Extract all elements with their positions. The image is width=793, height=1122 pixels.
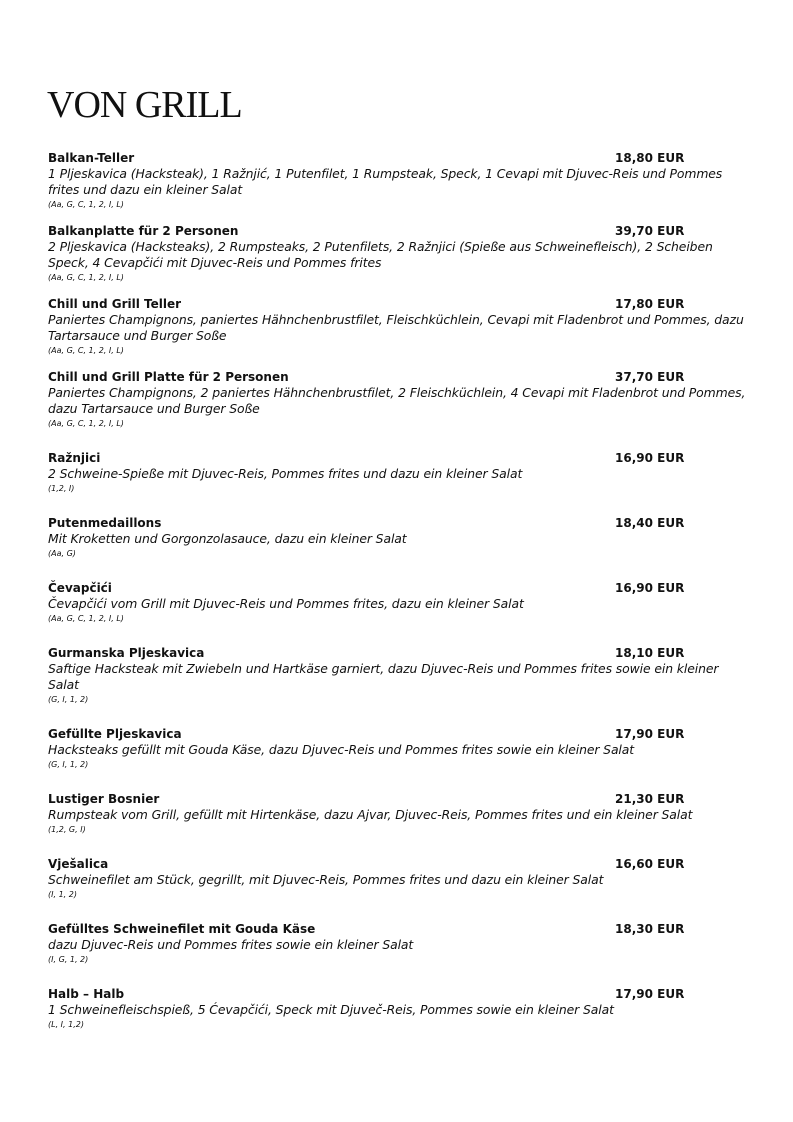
item-allergens: (Aa, G) [48,549,76,558]
item-description: 1 Pljeskavica (Hacksteak), 1 Ražnjić, 1 Putenfilet, 1 Rumpsteak, Speck, 1 Cevapi mit Djuvec-Reis und Pommes frites und dazu ein kleiner Salat [48,166,723,197]
item-name: Lustiger Bosnier [48,792,160,806]
item-name: Vješalica [48,857,109,871]
item-price: 17,90 EUR [615,727,685,741]
item-name: Balkanplatte für 2 Personen [48,224,239,238]
item-description: Paniertes Champignons, 2 paniertes Hähnchenbrustfilet, 2 Fleischküchlein, 4 Cevapi mit Fladenbrot und Pommes, dazu Tartarsauce und Burger Soße [48,385,746,416]
menu-item [48,451,748,494]
item-price: 18,10 EUR [615,646,685,660]
item-allergens: (1,2, I) [48,484,75,493]
item-price: 18,30 EUR [615,922,685,936]
item-name: Gefülltes Schweinefilet mit Gouda Käse [48,922,316,936]
item-description: Saftige Hacksteak mit Zwiebeln und Hartkäse garniert, dazu Djuvec-Reis und Pommes frites sowie ein kleiner Salat [48,661,719,692]
item-price: 39,70 EUR [615,224,685,238]
item-description: Rumpsteak vom Grill, gefüllt mit Hirtenkäse, dazu Ajvar, Djuvec-Reis, Pommes frites und ein kleiner Salat [48,807,693,822]
item-name: Halb – Halb [48,987,125,1001]
item-allergens: (L, I, 1,2) [48,1020,84,1029]
item-price: 16,60 EUR [615,857,685,871]
item-name: Chill und Grill Platte für 2 Personen [48,370,289,384]
item-description: 2 Pljeskavica (Hacksteaks), 2 Rumpsteaks, 2 Putenfilets, 2 Ražnjici (Spieße aus Schweinefleisch), 2 Scheiben Speck, 4 Cevapčići mit Djuvec-Reis und Pommes frites [48,239,713,270]
item-description: Čevapčići vom Grill mit Djuvec-Reis und Pommes frites, dazu ein kleiner Salat [48,596,524,611]
item-price: 18,40 EUR [615,516,685,530]
menu-item [48,516,748,559]
item-description: 2 Schweine-Spieße mit Djuvec-Reis, Pommes frites und dazu ein kleiner Salat [48,466,523,481]
menu-item [48,922,748,965]
item-name: Gefüllte Pljeskavica [48,727,182,741]
item-name: Balkan-Teller [48,151,135,165]
item-price: 21,30 EUR [615,792,685,806]
menu-item [48,224,748,283]
item-allergens: (Aa, G, C, 1, 2, I, L) [48,273,124,282]
item-allergens: (1,2, G, I) [48,825,86,834]
item-allergens: (Aa, G, C, 1, 2, I, L) [48,200,124,209]
item-price: 16,90 EUR [615,581,685,595]
item-price: 18,80 EUR [615,151,685,165]
item-allergens: (Aa, G, C, 1, 2, I, L) [48,346,124,355]
item-price: 17,80 EUR [615,297,685,311]
item-price: 37,70 EUR [615,370,685,384]
menu-item [48,581,748,624]
menu-item [48,297,748,356]
menu-item [48,857,748,900]
item-name: Putenmedaillons [48,516,162,530]
item-price: 16,90 EUR [615,451,685,465]
item-description: Paniertes Champignons, paniertes Hähnchenbrustfilet, Fleischküchlein, Cevapi mit Fladenbrot und Pommes, dazu Tartarsauce und Burger Soße [48,312,744,343]
item-description: dazu Djuvec-Reis und Pommes frites sowie ein kleiner Salat [48,937,414,952]
item-description: Hacksteaks gefüllt mit Gouda Käse, dazu Djuvec-Reis und Pommes frites sowie ein kleiner Salat [48,742,635,757]
item-name: Čevapčići [48,581,112,595]
item-allergens: (Aa, G, C, 1, 2, I, L) [48,614,124,623]
menu-item [48,646,748,705]
menu-item [48,727,748,770]
item-allergens: (Aa, G, C, 1, 2, I, L) [48,419,124,428]
item-allergens: (G, I, 1, 2) [48,695,89,704]
menu-item [48,370,748,429]
item-allergens: (G, I, 1, 2) [48,760,89,769]
menu-list [48,151,748,1044]
item-description: Schweinefilet am Stück, gegrillt, mit Djuvec-Reis, Pommes frites und dazu ein kleiner Salat [48,872,604,887]
item-name: Gurmanska Pljeskavica [48,646,205,660]
page-title: VON GRILL [47,84,242,126]
menu-item [48,987,748,1030]
item-name: Ražnjici [48,451,101,465]
item-allergens: (I, 1, 2) [48,890,77,899]
item-allergens: (I, G, 1, 2) [48,955,89,964]
item-price: 17,90 EUR [615,987,685,1001]
item-name: Chill und Grill Teller [48,297,182,311]
menu-item [48,151,748,210]
menu-item [48,792,748,835]
item-description: Mit Kroketten und Gorgonzolasauce, dazu ein kleiner Salat [48,531,407,546]
item-description: 1 Schweinefleischspieß, 5 Ćevapčići, Speck mit Djuveč-Reis, Pommes sowie ein kleiner Salat [48,1002,614,1017]
